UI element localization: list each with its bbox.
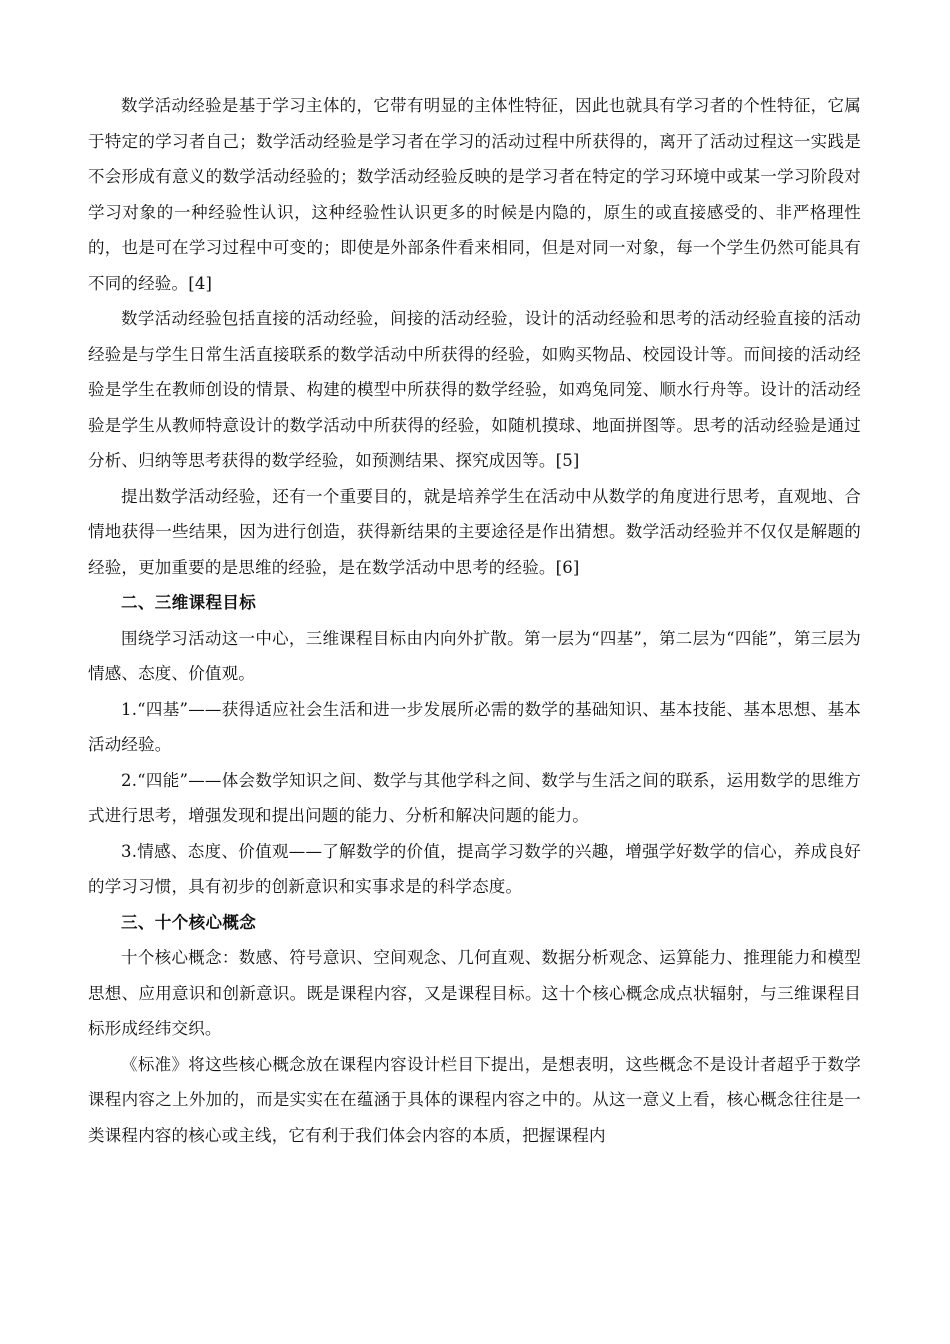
paragraph-activity-experience-types: 数学活动经验包括直接的活动经验，间接的活动经验，设计的活动经验和思考的活动经验直接的活动经验是与学生日常生活直接联系的数学活动中所获得的经验，如购买物品、校园设计等。而间接的活动经验是学生在教师创设的情景、构建的模型中所获得的数学经验，如鸡兔同笼、顺水行舟等。设计的活动经验是学生从教师特意设计的数学活动中所获得的经验，如随机摸球、地面拼图等。思考的活动经验是通过分析、归纳等思考获得的数学经验，如预测结果、探究成因等。[5] — [88, 309, 861, 470]
paragraph-core-concepts-list: 十个核心概念：数感、符号意识、空间观念、几何直观、数据分析观念、运算能力、推理能力和模型思想、应用意识和创新意识。既是课程内容，又是课程目标。这十个核心概念成点状辐射，与三维课程目标形成经纬交织。 — [88, 948, 861, 1038]
list-item-four-abilities: 2.“四能”——体会数学知识之间、数学与其他学科之间、数学与生活之间的联系，运用数学的思维方式进行思考，增强发现和提出问题的能力、分析和解决问题的能力。 — [88, 770, 861, 825]
section-heading-ten-core-concepts: 三、十个核心概念 — [121, 912, 257, 932]
list-item-four-basics: 1.“四基”——获得适应社会生活和进一步发展所必需的数学的基础知识、基本技能、基本思想、基本活动经验。 — [88, 699, 861, 754]
document-page — [88, 88, 861, 1153]
section-heading-three-dimensional-goals: 二、三维课程目标 — [121, 593, 257, 612]
paragraph-core-concepts-standard: 《标准》将这些核心概念放在课程内容设计栏目下提出，是想表明，这些概念不是设计者超乎于数学课程内容之上外加的，而是实实在在蕴涵于具体的课程内容之中的。从这一意义上看，核心概念往往是一类课程内容的核心或主线，它有利于我们体会内容的本质，把握课程内 — [88, 1054, 861, 1145]
paragraph-goals-intro: 围绕学习活动这一中心，三维课程目标由内向外扩散。第一层为“四基”，第二层为“四能”，第三层为情感、态度、价值观。 — [88, 628, 861, 683]
paragraph-activity-experience-purpose: 提出数学活动经验，还有一个重要目的，就是培养学生在活动中从数学的角度进行思考，直观地、合情地获得一些结果，因为进行创造，获得新结果的主要途径是作出猜想。数学活动经验并不仅仅是解题的经验，更加重要的是思维的经验，是在数学活动中思考的经验。[6] — [88, 486, 861, 577]
list-item-emotion-attitude-values: 3.情感、态度、价值观——了解数学的价值，提高学习数学的兴趣，增强学好数学的信心，养成良好的学习习惯，具有初步的创新意识和实事求是的科学态度。 — [88, 841, 861, 896]
paragraph-activity-experience-characteristics: 数学活动经验是基于学习主体的，它带有明显的主体性特征，因此也就具有学习者的个性特征，它属于特定的学习者自己；数学活动经验是学习者在学习的活动过程中所获得的，离开了活动过程这一实践是不会形成有意义的数学活动经验的；数学活动经验反映的是学习者在特定的学习环境中或某一学习阶段对学习对象的一种经验性认识，这种经验性认识更多的时候是内隐的，原生的或直接感受的、非严格理性的，也是可在学习过程中可变的；即使是外部条件看来相同，但是对同一对象，每一个学生仍然可能具有不同的经验。[4] — [88, 96, 861, 293]
